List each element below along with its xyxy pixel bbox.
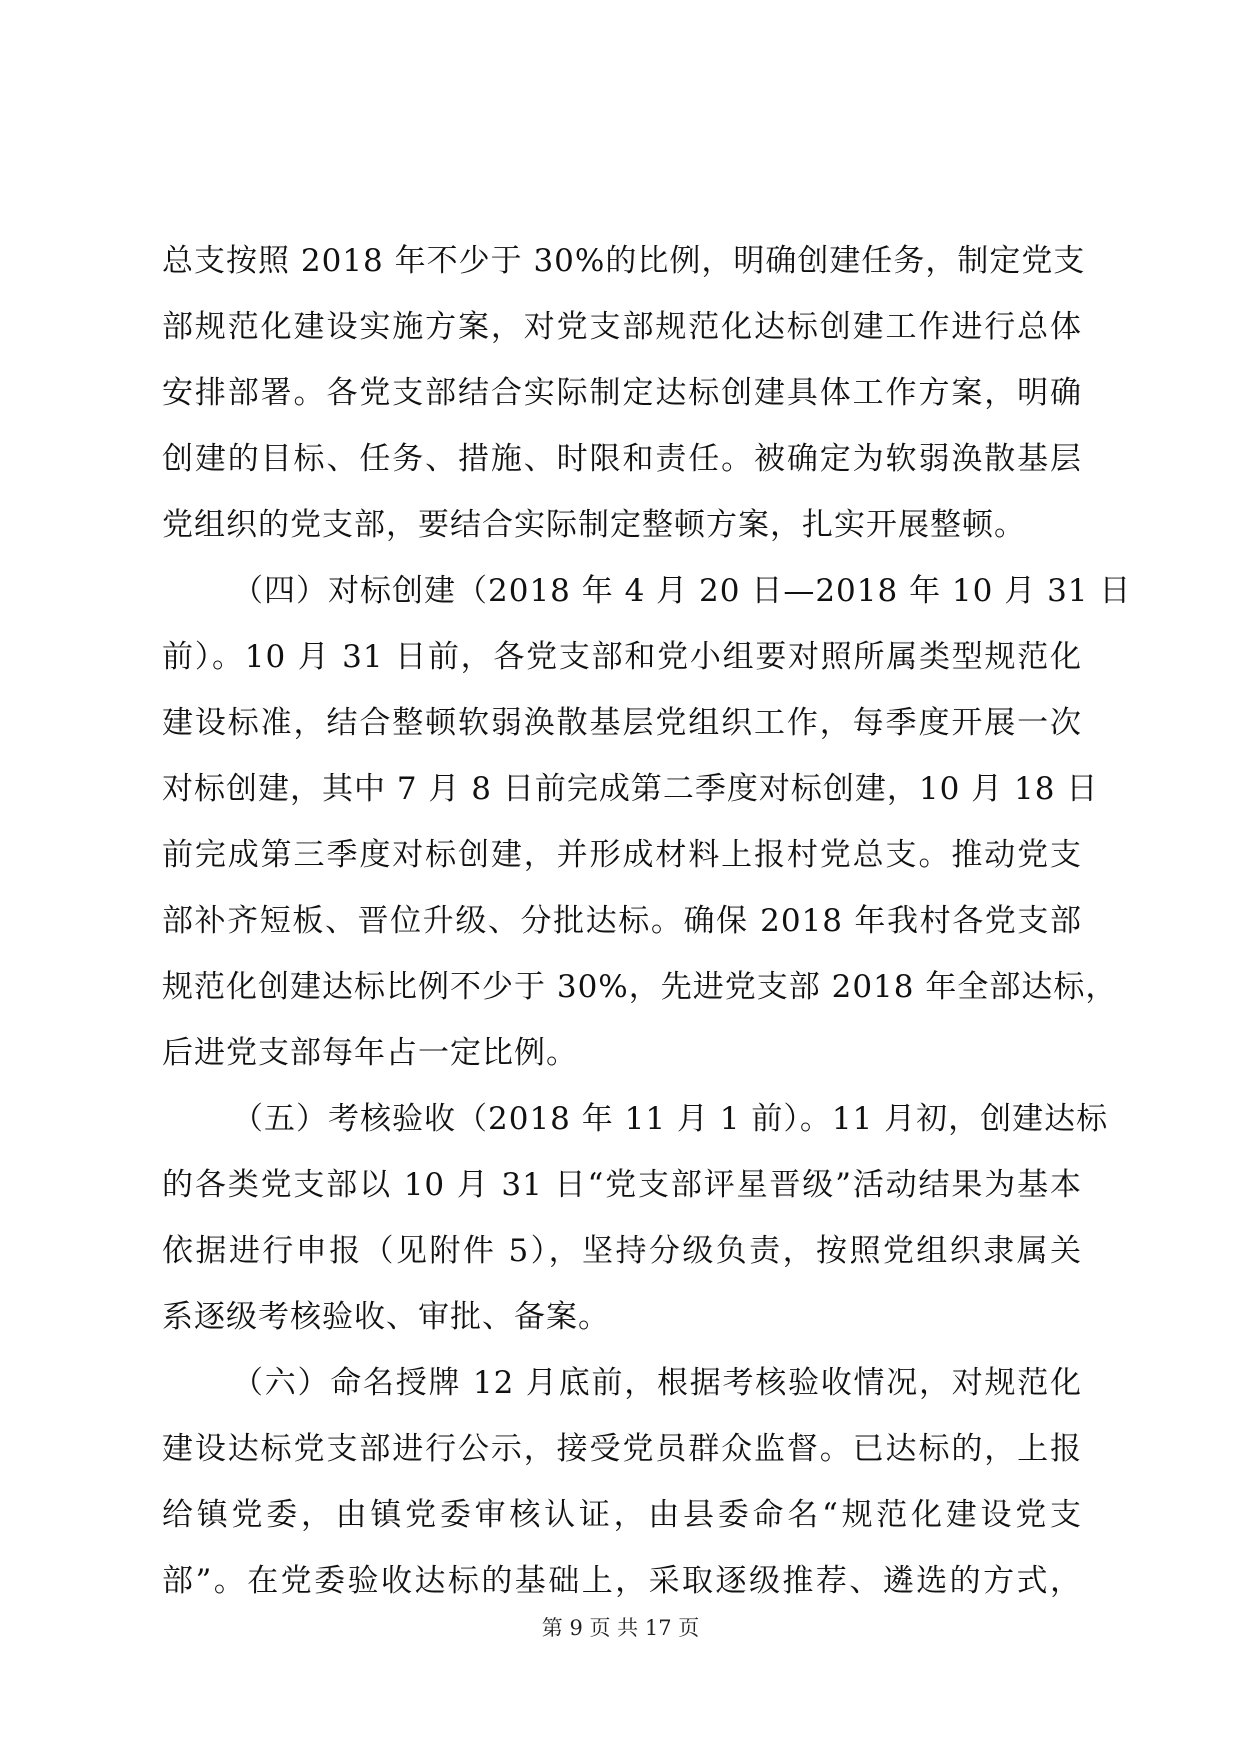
text-line: 党组织的党支部，要结合实际制定整顿方案，扎实开展整顿。 — [162, 507, 1026, 543]
text-line: 系逐级考核验收、审批、备案。 — [162, 1299, 610, 1335]
text-line: 给镇党委，由镇党委审核认证，由县委命名“规范化建设党支 — [162, 1497, 1082, 1533]
text-line: 前）。10 月 31 日前，各党支部和党小组要对照所属类型规范化 — [162, 639, 1082, 675]
text-line: 建设达标党支部进行公示，接受党员群众监督。已达标的，上报 — [162, 1431, 1082, 1467]
text-line: 的各类党支部以 10 月 31 日“党支部评星晋级”活动结果为基本 — [162, 1167, 1082, 1203]
text-line: 安排部署。各党支部结合实际制定达标创建具体工作方案，明确 — [162, 375, 1082, 411]
text-line: 前完成第三季度对标创建，并形成材料上报村党总支。推动党支 — [162, 837, 1082, 873]
text-line: 部”。在党委验收达标的基础上，采取逐级推荐、遴选的方式， — [162, 1563, 1082, 1599]
section-heading-line: （五）考核验收（2018 年 11 月 1 前）。11 月初，创建达标 — [232, 1101, 1109, 1137]
text-line: 后进党支部每年占一定比例。 — [162, 1035, 578, 1071]
text-line: 部规范化建设实施方案，对党支部规范化达标创建工作进行总体 — [162, 309, 1082, 345]
text-line: 创建的目标、任务、措施、时限和责任。被确定为软弱涣散基层 — [162, 441, 1082, 477]
text-line: 规范化创建达标比例不少于 30%，先进党支部 2018 年全部达标， — [162, 969, 1118, 1005]
document-body — [162, 228, 1132, 1614]
section-heading-line: （四）对标创建（2018 年 4 月 20 日—2018 年 10 月 31 日 — [232, 573, 1132, 609]
page-number-footer: 第 9 页 共 17 页 — [541, 1616, 700, 1640]
text-line: 对标创建，其中 7 月 8 日前完成第二季度对标创建，10 月 18 日 — [162, 771, 1099, 807]
text-line: 依据进行申报（见附件 5），坚持分级负责，按照党组织隶属关 — [162, 1233, 1082, 1269]
text-line: 部补齐短板、晋位升级、分批达标。确保 2018 年我村各党支部 — [162, 903, 1082, 939]
text-line: 总支按照 2018 年不少于 30%的比例，明确创建任务，制定党支 — [162, 243, 1086, 279]
text-line: 建设标准，结合整顿软弱涣散基层党组织工作，每季度开展一次 — [162, 705, 1082, 741]
section-heading-line: （六）命名授牌 12 月底前，根据考核验收情况，对规范化 — [232, 1365, 1082, 1401]
